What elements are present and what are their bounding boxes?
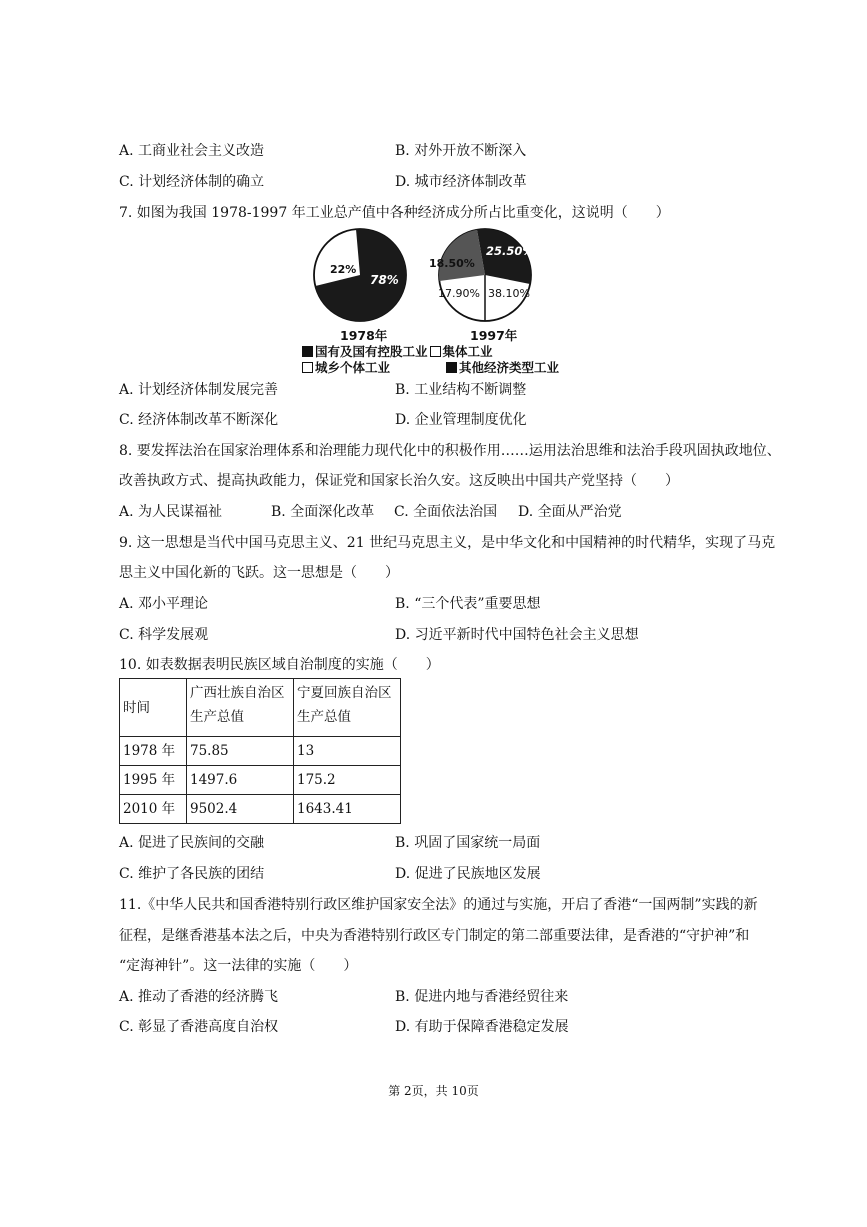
q7-option-c: C. 经济体制改革不断深化 [119,412,279,428]
q11-option-d: D. 有助于保障香港稳定发展 [395,1019,569,1035]
table-header-guangxi [187,679,294,737]
table-row [120,737,401,766]
legend-swatch-individual [302,362,313,373]
q9-stem-line-1: 9. 这一思想是当代中国马克思主义、21 世纪马克思主义，是中华文化和中国精神的时代精华，实现了马克 [119,535,776,551]
table-cell: 2010 年 [120,795,187,824]
pie-1978-title: 1978年 [340,328,388,343]
table-header-row [120,679,401,737]
q11-option-c: C. 彰显了香港高度自治权 [119,1019,279,1035]
table-cell: 75.85 [187,737,294,766]
legend-other: 其他经济类型工业 [459,360,560,375]
table-cell: 1497.6 [187,766,294,795]
table-row [120,766,401,795]
q7-option-d: D. 企业管理制度优化 [395,412,527,428]
pie-1978-label-78: 78% [370,273,399,287]
q9-option-b: B. “三个代表”重要思想 [395,596,541,612]
q11-stem-line-2: 征程，是继香港基本法之后，中央为香港特别行政区专门制定的第二部重要法律，是香港的“守护神”和 [119,928,750,944]
q9-option-d: D. 习近平新时代中国特色社会主义思想 [395,627,639,643]
q11-option-a: A. 推动了香港的经济腾飞 [119,989,279,1005]
legend-row-2 [302,358,559,376]
q8-option-c: C. 全面依法治国 [394,504,498,520]
pie-1997-label-17: 17.90% [438,287,480,300]
legend-swatch-state [302,346,313,357]
q10-option-b: B. 巩固了国家统一局面 [395,835,541,851]
q8-option-d: D. 全面从严治党 [518,504,622,520]
q9-stem-line-2: 思主义中国化新的飞跃。这一思想是（ ） [119,565,399,581]
q6-option-d: D. 城市经济体制改革 [395,174,527,190]
pie-1978-label-22: 22% [330,263,357,276]
pie-1997-slice-other [439,230,485,281]
q8-option-b: B. 全面深化改革 [271,504,375,520]
q7-option-b: B. 工业结构不断调整 [395,382,527,398]
pie-1997 [429,229,534,321]
table-cell: 1995 年 [120,766,187,795]
pie-1997-title: 1997年 [470,328,518,343]
legend-individual: 城乡个体工业 [315,360,391,375]
table-header-guangxi-line-2: 生产总值 [190,709,244,725]
table-header-ningxia-line-1: 宁夏回族自治区 [297,685,392,701]
q6-option-b: B. 对外开放不断深入 [395,143,527,159]
q11-stem-line-1: 11.《中华人民共和国香港特别行政区维护国家安全法》的通过与实施，开启了香港“一国两制”实践的新 [119,897,758,913]
pie-1978 [314,229,406,321]
pie-1997-label-18: 18.50% [429,257,475,270]
q8-stem-line-1: 8. 要发挥法治在国家治理体系和治理能力现代化中的积极作用……运用法治思维和法治手段巩固执政地位、 [119,443,781,459]
table-cell: 1643.41 [294,795,401,824]
q10-option-c: C. 维护了各民族的团结 [119,866,265,882]
table-cell: 13 [294,737,401,766]
legend-swatch-collective [430,346,441,357]
q7-option-a: A. 计划经济体制发展完善 [119,382,279,398]
q11-option-b: B. 促进内地与香港经贸往来 [395,989,569,1005]
gdp-table [119,678,401,824]
q11-stem-line-3: “定海神针”。这一法律的实施（ ） [119,958,358,974]
legend-state: 国有及国有控股工业 [315,344,428,359]
table-cell: 1978 年 [120,737,187,766]
legend-collective: 集体工业 [442,344,493,359]
q10-stem: 10. 如表数据表明民族区域自治制度的实施（ ） [119,657,440,673]
table-header-time: 时间 [120,679,187,737]
q10-option-a: A. 促进了民族间的交融 [119,835,265,851]
table-header-ningxia [294,679,401,737]
table-header-guangxi-line-1: 广西壮族自治区 [190,685,285,701]
pie-1997-label-38: 38.10% [488,287,530,300]
table-header-ningxia-line-2: 生产总值 [297,709,351,725]
table-cell: 9502.4 [187,795,294,824]
q9-option-c: C. 科学发展观 [119,627,209,643]
q8-stem-line-2: 改善执政方式、提高执政能力，保证党和国家长治久安。这反映出中国共产党坚持（ ） [119,473,679,489]
table-cell: 175.2 [294,766,401,795]
q7-stem: 7. 如图为我国 1978-1997 年工业总产值中各种经济成分所占比重变化，这说明（ ） [119,205,670,221]
legend-swatch-other [446,362,457,373]
q9-option-a: A. 邓小平理论 [119,596,209,612]
q6-option-a: A. 工商业社会主义改造 [119,143,265,159]
pie-1997-label-25: 25.50% [486,244,534,258]
table-row [120,795,401,824]
page-footer: 第 2页，共 10页 [388,1084,479,1098]
q6-option-c: C. 计划经济体制的确立 [119,174,265,190]
q10-option-d: D. 促进了民族地区发展 [395,866,541,882]
q8-option-a: A. 为人民谋福祉 [119,504,223,520]
